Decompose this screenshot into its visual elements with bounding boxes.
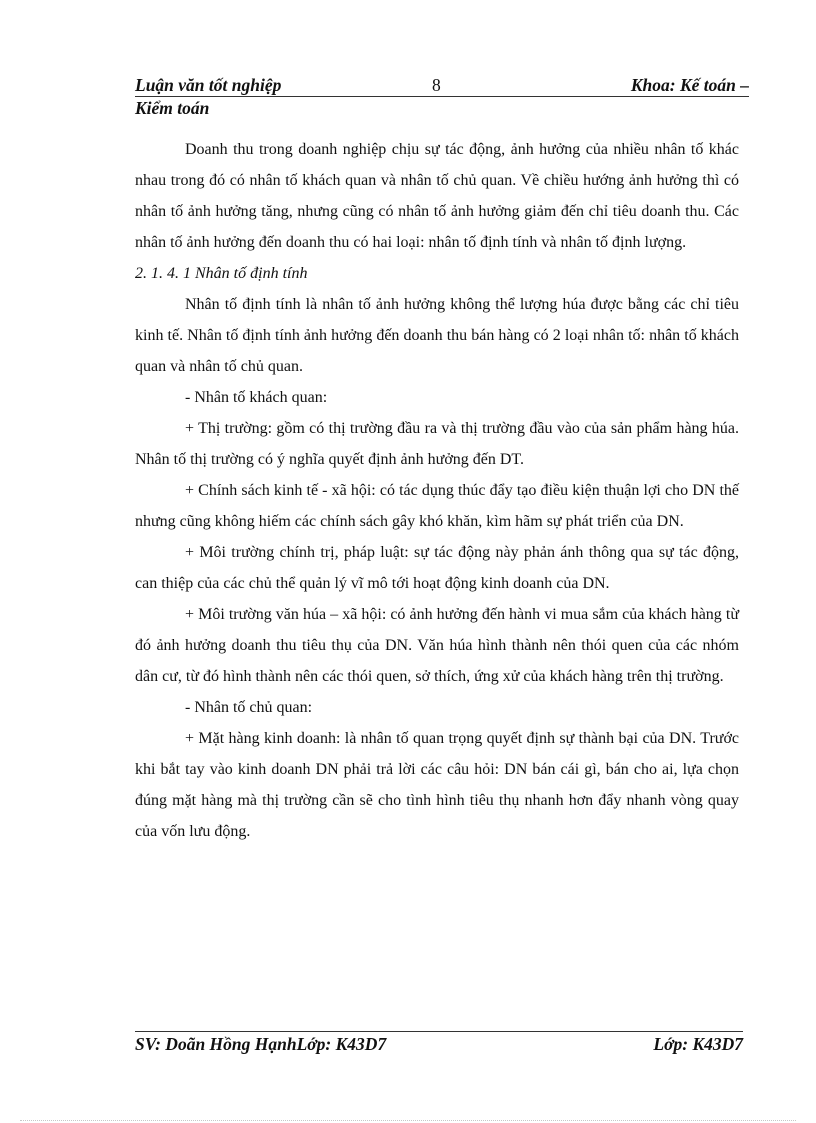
cultural-social-paragraph: + Môi trường văn húa – xã hội: có ảnh hưởng đến hành vi mua sắm của khách hàng từ đó ảnh hưởng doanh thu tiêu thụ của DN. Văn húa hình thành nên thói quen của các nhóm dân cư, từ đó hình thành nên các thói quen, sở thích, ứng xử của khách hàng trên thị trường. [135, 606, 739, 685]
page-number: 8 [432, 75, 441, 95]
market-paragraph: + Thị trường: gồm có thị trường đầu ra và thị trường đầu vào của sản phẩm hàng húa. Nhân tố thị trường có ý nghĩa quyết định ảnh hưởng đến DT. [135, 420, 739, 468]
header-row [135, 74, 749, 97]
header-faculty: Khoa: Kế toán – [630, 75, 749, 95]
policy-paragraph: + Chính sách kinh tế - xã hội: có tác dụng thúc đẩy tạo điều kiện thuận lợi cho DN thế nhưng cũng không hiếm các chính sách gây khó khăn, kìm hãm sự phát triển của DN. [135, 482, 739, 530]
header-faculty-continuation: Kiểm toán [135, 98, 210, 118]
page-bottom-divider [20, 1120, 796, 1121]
header-thesis-title: Luận văn tốt nghiệp [135, 75, 282, 95]
section-heading: 2. 1. 4. 1 Nhân tố định tính [135, 265, 308, 282]
definition-paragraph: Nhân tố định tính là nhân tố ảnh hưởng không thể lượng húa được bằng các chỉ tiêu kinh tế. Nhân tố định tính ảnh hưởng đến doanh thu bán hàng có 2 loại nhân tố: nhân tố khách quan và nhân tố chủ quan. [135, 296, 739, 375]
political-legal-paragraph: + Môi trường chính trị, pháp luật: sự tác động này phản ánh thông qua sự tác động, can thiệp của các chủ thể quản lý vĩ mô tới hoạt động kinh doanh của DN. [135, 544, 739, 592]
footer-class: Lớp: K43D7 [653, 1034, 743, 1054]
footer-student: SV: Doãn Hồng HạnhLớp: K43D7 [135, 1034, 387, 1054]
objective-factors-label: - Nhân tố khách quan: [185, 389, 328, 406]
document-body [135, 134, 739, 847]
page-footer [135, 1031, 743, 1054]
intro-paragraph: Doanh thu trong doanh nghiệp chịu sự tác động, ảnh hưởng của nhiều nhân tố khác nhau trong đó có nhân tố khách quan và nhân tố chủ quan. Về chiều hướng ảnh hưởng thì có nhân tố ảnh hưởng tăng, nhưng cũng có nhân tố ảnh hưởng giảm đến chỉ tiêu doanh thu. Các nhân tố ảnh hưởng đến doanh thu có hai loại: nhân tố định tính và nhân tố định lượng. [135, 141, 739, 251]
page-header [135, 74, 749, 119]
product-line-paragraph: + Mặt hàng kinh doanh: là nhân tố quan trọng quyết định sự thành bại của DN. Trước khi bắt tay vào kinh doanh DN phải trả lời các câu hỏi: DN bán cái gì, bán cho ai, lựa chọn đúng mặt hàng mà thị trường cần sẽ cho tình hình tiêu thụ nhanh hơn đẩy nhanh vòng quay của vốn lưu động. [135, 730, 739, 840]
subjective-factors-label: - Nhân tố chủ quan: [185, 699, 313, 716]
